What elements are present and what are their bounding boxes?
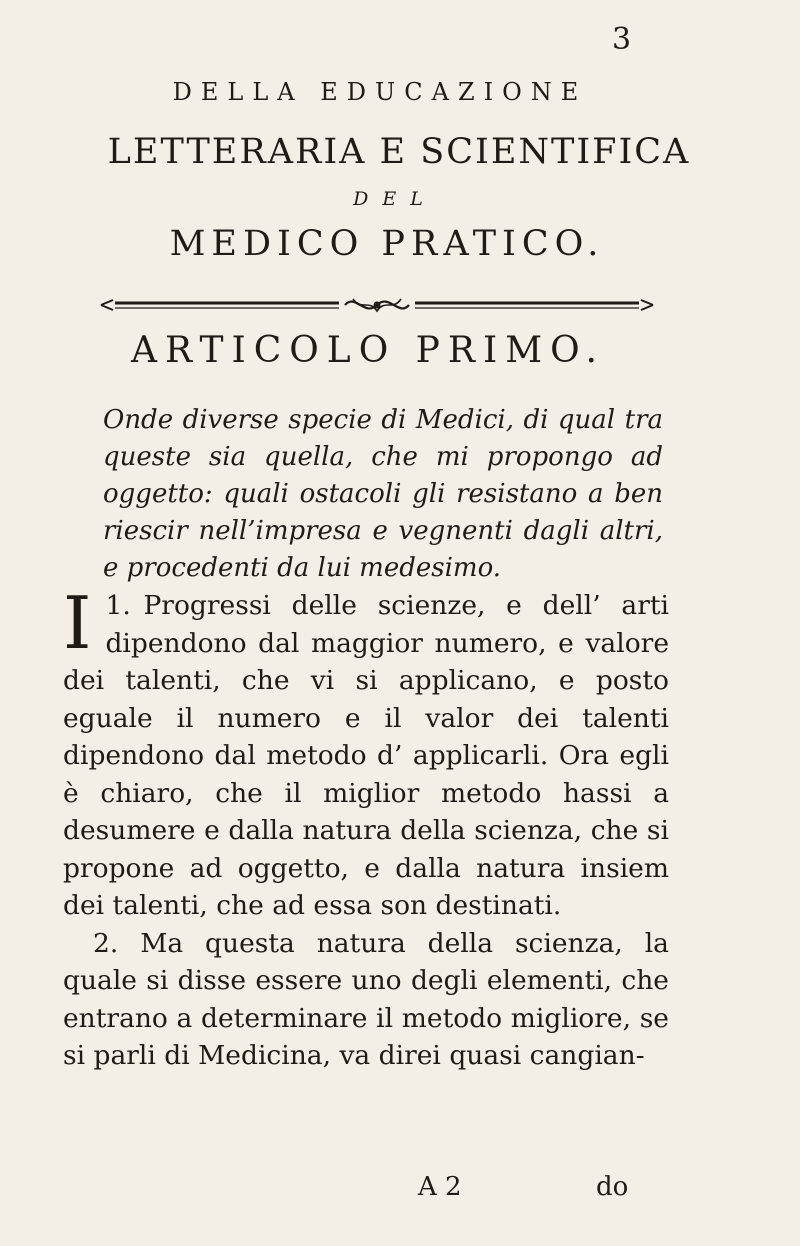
title-line-4: MEDICO PRATICO. [169,224,605,264]
paragraph-2 [63,925,669,1075]
drop-cap: I [63,581,92,665]
title-block [0,78,800,264]
title-line-1: DELLA EDUCAZIONE [172,78,588,106]
title-line-3: DEL [353,188,437,210]
paragraph-number: 1. [105,590,131,621]
page-number: 3 [612,22,633,57]
signature-mark: A 2 [418,1172,462,1202]
paragraph-text: Progressi delle scienze, e dell’ arti dipendono dal maggior numero, e valore dei talenti, che vi si applicano, e posto eguale il numero e il valor dei talenti dipendono dal metodo d’ applicarli. Ora egli è chiaro, che il miglior metodo hassi a desumere e dalla natura della scienza, che si propone ad oggetto, e dalla natura insiem dei talenti, che ad essa son destinati. [63,590,669,921]
article-summary: Onde diverse specie di Medici, di qual tra queste sia quella, che mi propongo ad oggetto: quali ostacoli gli resistano a ben riescir nell’impresa e vegnenti dagli altri, e procedenti da lui medesimo. [103,405,663,583]
body-text [63,581,669,1075]
decorative-rule-icon [99,291,655,319]
paragraph-text: Ma questa natura della scienza, la quale si disse essere uno degli elementi, che entrano a determinare il metodo migliore, se si parli di Medicina, va direi quasi cangian- [63,927,669,1071]
article-heading: ARTICOLO PRIMO. [131,330,605,371]
catchword: do [596,1172,629,1202]
title-line-2: LETTERARIA E SCIENTIFICA [107,132,691,172]
paragraph-number: 2. [93,927,119,959]
paragraph-1 [63,581,669,925]
